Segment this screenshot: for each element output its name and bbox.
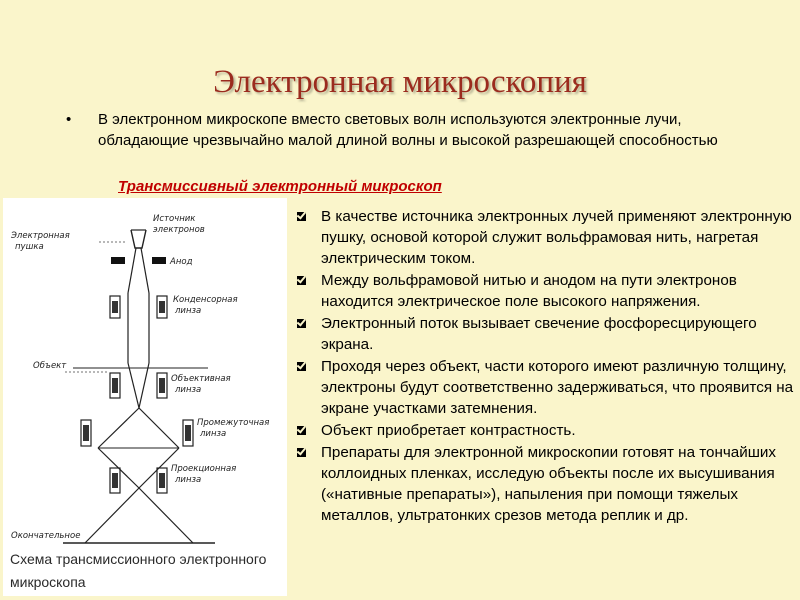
checkbox-bullet-icon bbox=[297, 319, 306, 328]
list-item-text: В качестве источника электронных лучей применяют электронную пушку, основой которой служит вольфрамовая нить, нагретая электрическим током. bbox=[321, 208, 792, 267]
label-intermediate-2: линза bbox=[200, 429, 227, 439]
list-item-text: Между вольфрамовой нитью и анодом на пути электронов находится электрическое поле высокого напряжения. bbox=[321, 272, 737, 310]
list-item-text: Электронный поток вызывает свечение фосфоресцирующего экрана. bbox=[321, 315, 757, 353]
label-object: Объект bbox=[33, 361, 67, 371]
anode-plate-right bbox=[152, 257, 166, 264]
anode-plate-left bbox=[111, 257, 125, 264]
label-source-1: Источник bbox=[153, 214, 196, 224]
checkbox-bullet-icon bbox=[297, 212, 306, 221]
label-gun-1: Электронная bbox=[11, 231, 70, 241]
list-item bbox=[296, 270, 796, 312]
label-gun-2: пушка bbox=[15, 242, 44, 252]
list-item-text: Объект приобретает контрастность. bbox=[321, 422, 576, 439]
label-intermediate-1: Промежуточная bbox=[197, 418, 270, 428]
checkbox-bullet-icon bbox=[297, 362, 306, 371]
intro-paragraph: В электронном микроскопе вместо световых волн используются электронные лучи, обладающие чрезвычайно малой длиной волны и высокой разрешающей способностью bbox=[98, 111, 718, 149]
list-item bbox=[296, 313, 796, 355]
microscope-diagram bbox=[3, 198, 287, 596]
slide-title: Электронная микроскопия bbox=[213, 64, 587, 100]
list-item bbox=[296, 442, 796, 526]
list-item bbox=[296, 420, 796, 441]
list-item bbox=[296, 206, 796, 269]
label-objective-1: Объективная bbox=[171, 374, 231, 384]
label-projection-2: линза bbox=[175, 475, 202, 485]
bullet-list bbox=[296, 206, 796, 527]
label-anode: Анод bbox=[170, 257, 193, 267]
label-projection-1: Проекционная bbox=[171, 464, 237, 474]
list-item-text: Препараты для электронной микроскопии готовят на тончайших коллоидных пленках, исследую объекты после их высушивания («нативные препараты»), напыления при помощи тяжелых металлов, ультратонких срезов метода реплик и др. bbox=[321, 444, 776, 524]
microscope-diagram-svg bbox=[3, 198, 287, 596]
label-condenser-1: Конденсорная bbox=[173, 295, 238, 305]
list-item-text: Проходя через объект, части которого имеют различную толщину, электроны будут соответственно задерживаться, что проявится на экране участками затемнения. bbox=[321, 358, 794, 417]
electron-gun-shape bbox=[131, 230, 146, 248]
diagram-caption: Схема трансмиссионного электронного микроскопа bbox=[10, 551, 267, 590]
checkbox-bullet-icon bbox=[297, 276, 306, 285]
checkbox-bullet-icon bbox=[297, 448, 306, 457]
intro-bullet: • bbox=[66, 111, 72, 128]
label-objective-2: линза bbox=[175, 385, 202, 395]
diagram-subheading: Трансмиссивный электронный микроскоп bbox=[118, 178, 442, 195]
label-source-2: электронов bbox=[153, 225, 205, 235]
checkbox-bullet-icon bbox=[297, 426, 306, 435]
list-item bbox=[296, 356, 796, 419]
label-condenser-2: линза bbox=[175, 306, 202, 316]
label-final: Окончательное bbox=[11, 531, 81, 541]
